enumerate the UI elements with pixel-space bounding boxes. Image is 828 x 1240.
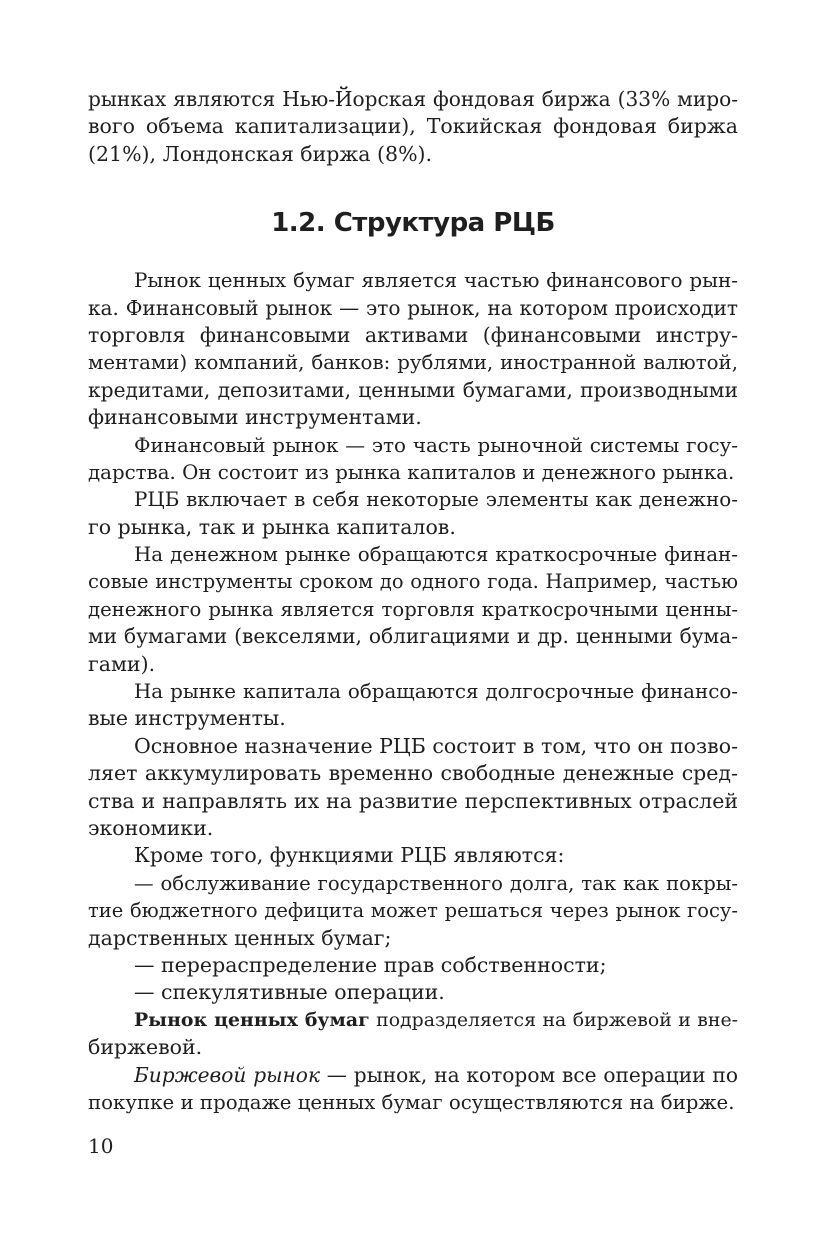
text-line: вые инструменты. [88, 706, 286, 731]
text-line: гами). [88, 651, 156, 676]
text-line: ментами) компаний, банков: рублями, иностранной валютой, [88, 351, 738, 375]
text-line: (21%), Лондонская биржа (8%). [88, 141, 433, 166]
paragraph-main-purpose [88, 733, 738, 843]
paragraph-capital-market [88, 678, 738, 733]
text-line: торговля финансовыми активами (финансовыми инстру- [88, 322, 738, 347]
text-line [88, 1007, 738, 1034]
text-line: Рынок ценных бумаг является частью финансового рын- [134, 269, 738, 293]
text-line: — перераспределение прав собственности; [134, 952, 607, 977]
text-line: покупке и продаже ценных бумаг осуществляются на бирже. [88, 1090, 735, 1114]
italic-term: Биржевой рынок [134, 1062, 320, 1087]
text-line: ства и направлять их на развитие перспективных отраслей [88, 788, 738, 813]
text-line: финансовыми инструментами. [88, 405, 422, 430]
text-line: Финансовый рынок — это часть рыночной системы госу- [134, 433, 738, 457]
list-item-speculation [88, 979, 738, 1006]
text-line: ми бумагами (векселями, облигациями и др. ценными бума- [88, 624, 738, 649]
list-item-debt-service [88, 870, 738, 952]
text-line: РЦБ включает в себя некоторые элементы как денежно- [134, 488, 738, 512]
text-line: вого объема капитализации), Токийская фондовая биржа [88, 114, 738, 139]
section-heading: 1.2. Структура РЦБ [271, 208, 555, 239]
text-line: го рынка, так и рынка капиталов. [88, 514, 456, 539]
text-line: кредитами, депозитами, ценными бумагами, производными [88, 377, 738, 402]
page-number: 10 [88, 1134, 114, 1158]
paragraph-exchange-market [88, 1062, 738, 1117]
paragraph-market-system [88, 432, 738, 487]
text-line: На рынке капитала обращаются долгосрочные финансо- [134, 680, 738, 704]
document-page [88, 86, 738, 1116]
paragraph-functions-intro [88, 842, 738, 869]
text-line: ка. Финансовый рынок — это рынок, на котором происходит [88, 295, 738, 320]
text-line: экономики. [88, 815, 214, 840]
paragraph-money-market [88, 541, 738, 678]
text-line: рынках являются Нью-Йорская фондовая биржа (33% миро- [88, 87, 738, 111]
text-line: — спекулятивные операции. [134, 980, 445, 1005]
bold-term: Рынок ценных бумаг [134, 1008, 370, 1031]
text-line: тие бюджетного дефицита может решаться через рынок госу- [88, 899, 738, 923]
text-line: биржевой. [88, 1035, 203, 1060]
text-line: денежного рынка является торговля краткосрочными ценны- [88, 597, 738, 621]
text-line: ляет аккумулировать временно свободные денежные сред- [88, 761, 738, 786]
text-line: Кроме того, функциями РЦБ являются: [134, 843, 565, 868]
paragraph-rcb-elements [88, 486, 738, 541]
text-line: совые инструменты сроком до одного года. Например, частью [88, 570, 738, 594]
text-line: — обслуживание государственного долга, так как покры- [134, 871, 738, 895]
text-line: дарства. Он состоит из рынка капиталов и денежного рынка. [88, 460, 735, 484]
text-line [88, 1062, 738, 1089]
text-run: — рынок, на котором все операции по [319, 1062, 739, 1087]
text-run: подразделяется на биржевой и вне- [369, 1008, 738, 1031]
text-line: Основное назначение РЦБ состоит в том, что он позво- [134, 733, 738, 758]
intro-paragraph [88, 86, 738, 168]
text-line: На денежном рынке обращаются краткосрочные финан- [134, 543, 738, 567]
list-item-redistribution [88, 952, 738, 979]
paragraph-market-division [88, 1007, 738, 1062]
paragraph-financial-market [88, 267, 738, 431]
text-line: дарственных ценных бумаг; [88, 925, 392, 950]
